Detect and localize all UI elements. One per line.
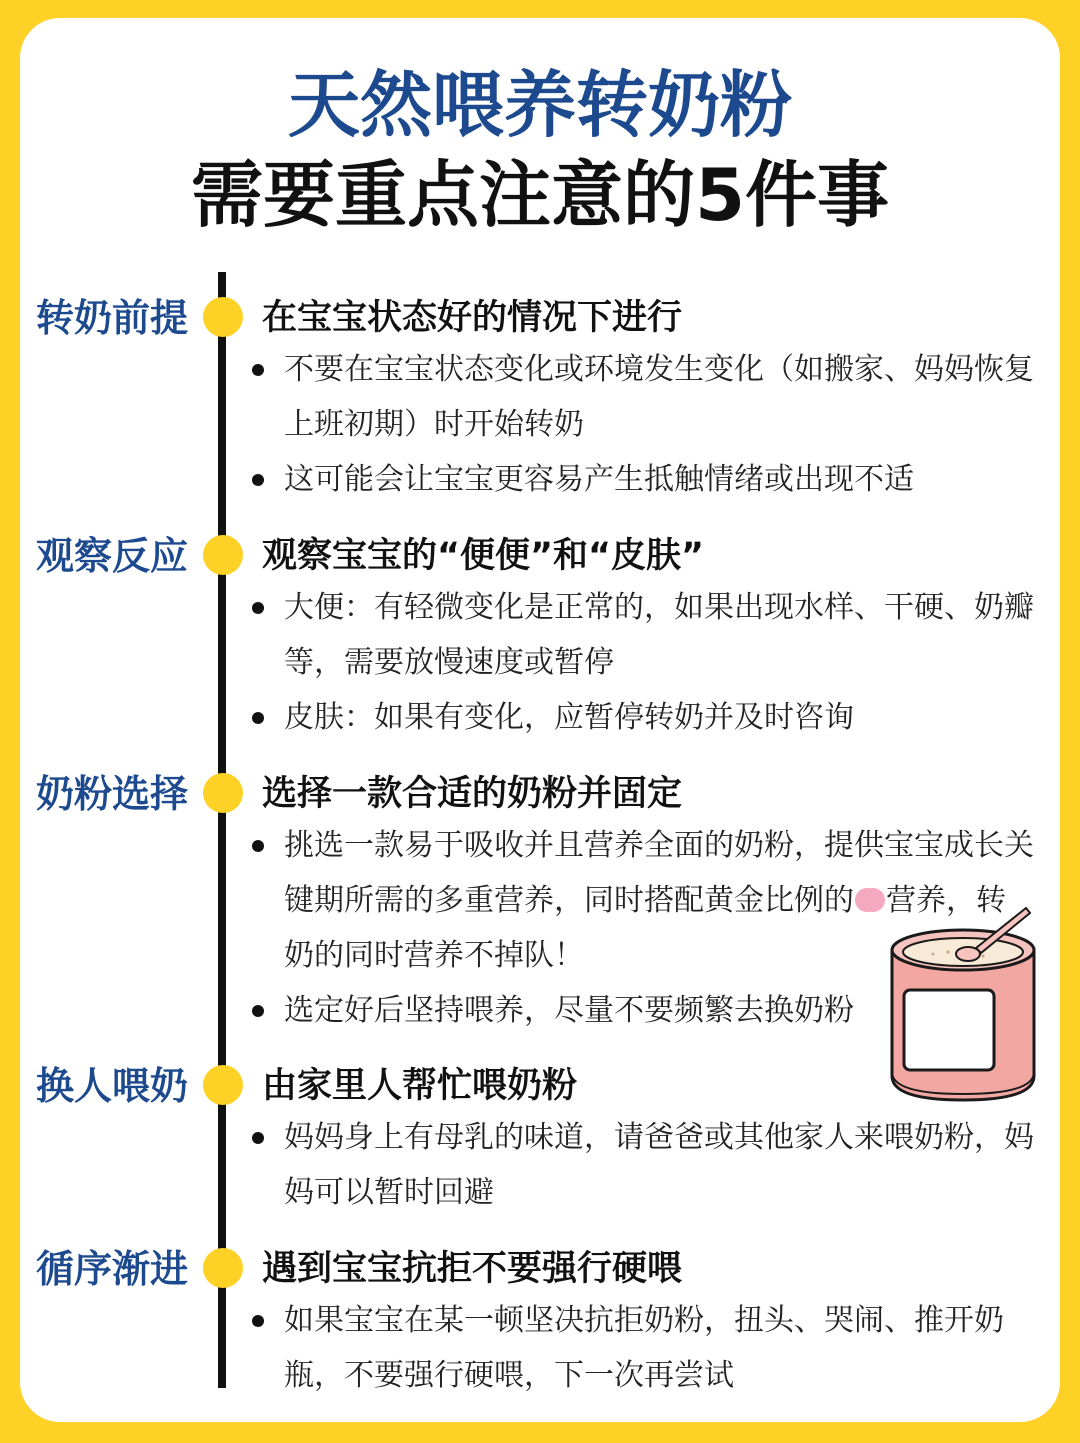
timeline-dot xyxy=(203,773,243,813)
bullet-item xyxy=(0,983,1034,1038)
title-line-2: 需要重点注意的5件事 xyxy=(190,153,890,237)
bullet-item xyxy=(0,580,1034,690)
bullet-text: 选定好后坚持喂养，尽量不要频繁去换奶粉 xyxy=(284,993,854,1028)
bullet-list xyxy=(0,1293,1080,1403)
bullet-text-before-icon: 挑选一款易于吸收并且营养全面的奶粉，提供宝宝成长关键期所需的多重营养，同时搭配黄金比例的 xyxy=(284,828,1034,918)
bullet-dot xyxy=(252,602,264,614)
category-label: 转奶前提 xyxy=(36,296,189,340)
bullet-item xyxy=(0,818,1034,983)
category-label: 换人喂奶 xyxy=(36,1064,189,1108)
bullet-dot xyxy=(252,840,264,852)
bullet-dot xyxy=(252,712,264,724)
timeline-dot xyxy=(203,535,243,575)
formula-can-icon xyxy=(888,904,1038,1104)
timeline-dot xyxy=(203,297,243,337)
bullet-dot xyxy=(252,1315,264,1327)
bullet-dot xyxy=(252,1132,264,1144)
section-heading: 选择一款合适的奶粉并固定 xyxy=(262,774,683,814)
bullet-list xyxy=(0,1110,1080,1220)
timeline-dot xyxy=(203,1065,243,1105)
bullet-text: 妈妈身上有母乳的味道，请爸爸或其他家人来喂奶粉，妈妈可以暂时回避 xyxy=(284,1120,1034,1210)
section-heading: 观察宝宝的“便便”和“皮肤” xyxy=(262,536,705,576)
title-line-1: 天然喂养转奶粉 xyxy=(287,63,792,147)
category-label: 奶粉选择 xyxy=(36,772,189,816)
bullet-item xyxy=(0,342,1034,452)
bullet-text: 皮肤：如果有变化，应暂停转奶并及时咨询 xyxy=(284,700,854,735)
brain-icon xyxy=(855,888,885,912)
section-heading: 遇到宝宝抗拒不要强行硬喂 xyxy=(262,1249,683,1289)
section-heading: 在宝宝状态好的情况下进行 xyxy=(262,298,683,338)
bullet-item xyxy=(0,1110,1034,1220)
bullet-dot xyxy=(252,364,264,376)
bullet-dot xyxy=(252,474,264,486)
category-label: 循序渐进 xyxy=(36,1247,189,1291)
bullet-text: 这可能会让宝宝更容易产生抵触情绪或出现不适 xyxy=(284,462,914,497)
category-label: 观察反应 xyxy=(36,534,189,578)
bullet-item xyxy=(0,690,1034,745)
bullet-text-after-icon: 营养，转奶的同时营养不掉队！ xyxy=(284,883,1006,973)
section-heading: 由家里人帮忙喂奶粉 xyxy=(262,1066,578,1106)
bullet-item xyxy=(0,452,1034,507)
bullet-dot xyxy=(252,1005,264,1017)
timeline-dot xyxy=(203,1248,243,1288)
bullet-text: 如果宝宝在某一顿坚决抗拒奶粉，扭头、哭闹、推开奶瓶，不要强行硬喂，下一次再尝试 xyxy=(284,1303,1004,1393)
bullet-text: 不要在宝宝状态变化或环境发生变化（如搬家、妈妈恢复上班初期）时开始转奶 xyxy=(284,352,1034,442)
bullet-list xyxy=(0,342,1080,507)
bullet-item xyxy=(0,1293,1034,1403)
bullet-list xyxy=(0,580,1080,745)
bullet-text: 大便：有轻微变化是正常的，如果出现水样、干硬、奶瓣等，需要放慢速度或暂停 xyxy=(284,590,1034,680)
